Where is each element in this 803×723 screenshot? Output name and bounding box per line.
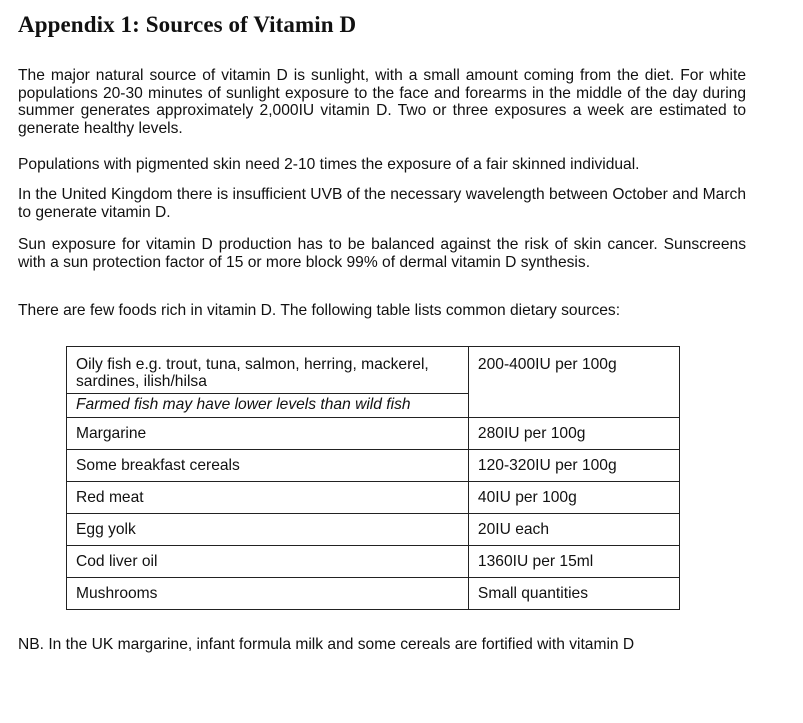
footnote: NB. In the UK margarine, infant formula milk and some cereals are fortified with vitamin D <box>18 636 635 653</box>
table-row <box>67 514 680 546</box>
paragraph-sunlight: The major natural source of vitamin D is sunlight, with a small amount coming from the diet. For white populations 20-30 minutes of sunlight exposure to the face and forearms in the middle of the day during summer generates approximately 2,000IU vitamin D. Two or three exposures a week are estimated to generate healthy levels. <box>18 67 746 137</box>
food-cell: Red meat <box>67 482 469 514</box>
paragraph-table-intro: There are few foods rich in vitamin D. The following table lists common dietary sources: <box>18 302 621 319</box>
dietary-sources-table <box>66 346 680 610</box>
food-cell: Oily fish e.g. trout, tuna, salmon, herring, mackerel, sardines, ilish/hilsa <box>67 347 469 394</box>
table-row <box>67 482 680 514</box>
amount-cell: 40IU per 100g <box>468 482 679 514</box>
paragraph-skin-cancer: Sun exposure for vitamin D production has to be balanced against the risk of skin cancer. Sunscreens with a sun protection factor of 15 or more block 99% of dermal vitamin D synthesis. <box>18 236 746 271</box>
amount-cell: Small quantities <box>468 578 679 610</box>
food-note-cell: Farmed fish may have lower levels than wild fish <box>67 394 469 418</box>
table-row <box>67 347 680 394</box>
amount-cell: 200-400IU per 100g <box>468 347 679 418</box>
paragraph-uk-uvb: In the United Kingdom there is insufficient UVB of the necessary wavelength between October and March to generate vitamin D. <box>18 186 746 221</box>
amount-cell: 280IU per 100g <box>468 418 679 450</box>
food-cell: Egg yolk <box>67 514 469 546</box>
food-cell: Margarine <box>67 418 469 450</box>
amount-cell: 120-320IU per 100g <box>468 450 679 482</box>
food-cell: Mushrooms <box>67 578 469 610</box>
table-row <box>67 418 680 450</box>
food-cell: Some breakfast cereals <box>67 450 469 482</box>
page-title: Appendix 1: Sources of Vitamin D <box>18 12 357 37</box>
paragraph-pigmented-skin: Populations with pigmented skin need 2-10 times the exposure of a fair skinned individual. <box>18 156 640 173</box>
table-row <box>67 578 680 610</box>
food-cell: Cod liver oil <box>67 546 469 578</box>
table-row <box>67 450 680 482</box>
amount-cell: 20IU each <box>468 514 679 546</box>
amount-cell: 1360IU per 15ml <box>468 546 679 578</box>
table-row <box>67 546 680 578</box>
